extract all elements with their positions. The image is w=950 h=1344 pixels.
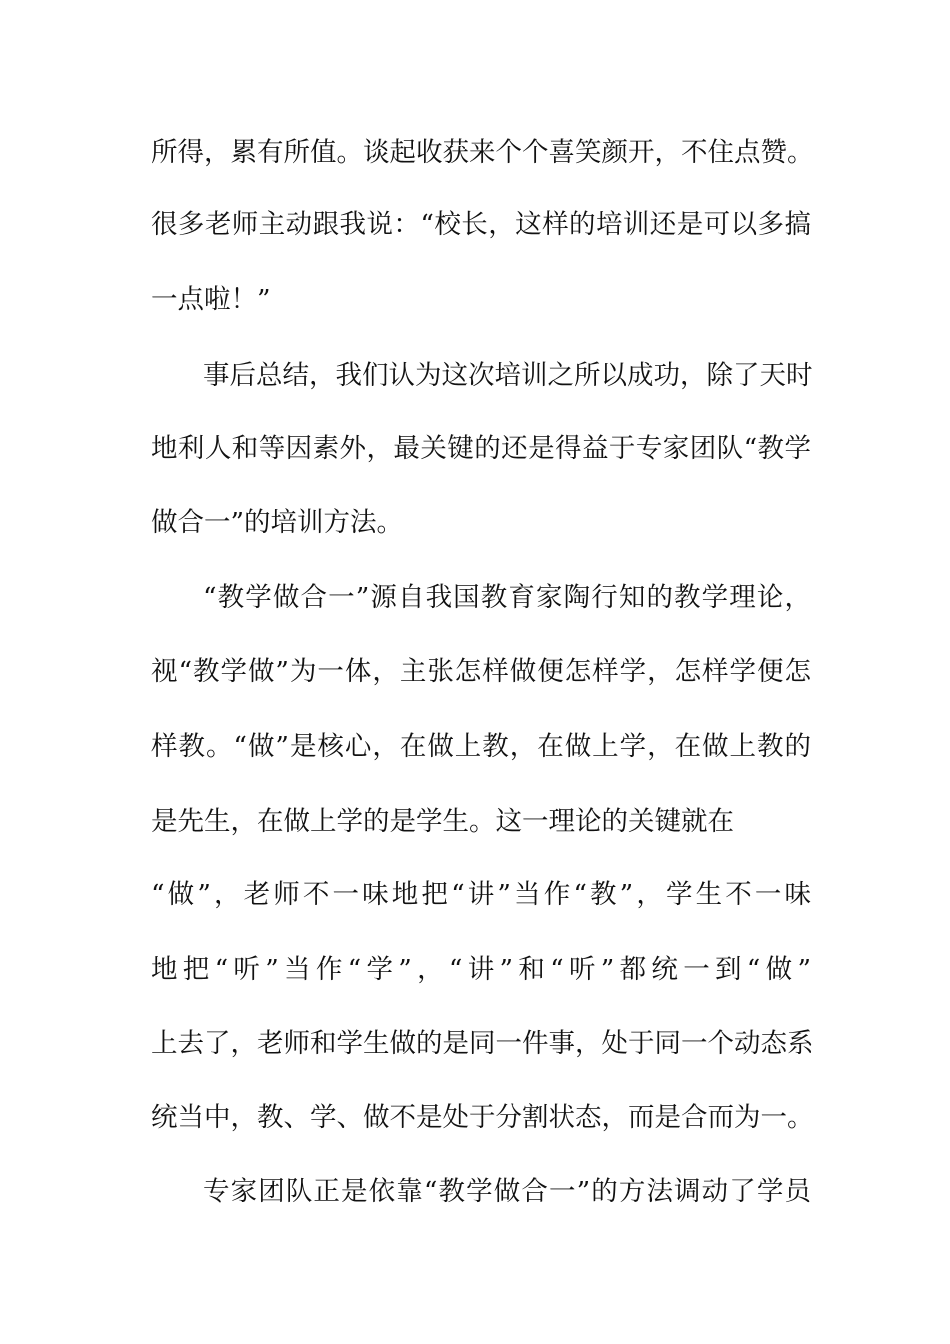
text-line: 一点啦！” bbox=[151, 284, 271, 315]
text-line: 很多老师主动跟我说：“校长，这样的培训还是可以多搞 bbox=[151, 209, 811, 240]
text-line: 做合一”的培训方法。 bbox=[151, 507, 404, 538]
paragraph-first-line: 专家团队正是依靠“教学做合一”的方法调动了学员 bbox=[203, 1176, 811, 1207]
text-line: 所得，累有所值。谈起收获来个个喜笑颜开，不住点赞。 bbox=[151, 137, 814, 168]
paragraph-first-line: 事后总结，我们认为这次培训之所以成功，除了天时 bbox=[203, 360, 813, 391]
text-line: 地把“听”当作“学”，“讲”和“听”都统一到“做” bbox=[151, 954, 811, 985]
paragraph-first-line: “教学做合一”源自我国教育家陶行知的教学理论， bbox=[203, 582, 811, 613]
text-line: 样教。“做”是核心，在做上教，在做上学，在做上教的 bbox=[151, 731, 811, 762]
text-line: “做”，老师不一味地把“讲”当作“教”，学生不一味 bbox=[151, 879, 811, 910]
text-line: 地利人和等因素外，最关键的还是得益于专家团队“教学 bbox=[151, 433, 811, 464]
text-line: 统当中，教、学、做不是处于分割状态，而是合而为一。 bbox=[151, 1102, 814, 1133]
text-line: 是先生，在做上学的是学生。这一理论的关键就在 bbox=[151, 806, 734, 837]
text-line: 上去了，老师和学生做的是同一件事，处于同一个动态系 bbox=[151, 1028, 814, 1059]
text-line: 视“教学做”为一体，主张怎样做便怎样学，怎样学便怎 bbox=[151, 656, 811, 687]
